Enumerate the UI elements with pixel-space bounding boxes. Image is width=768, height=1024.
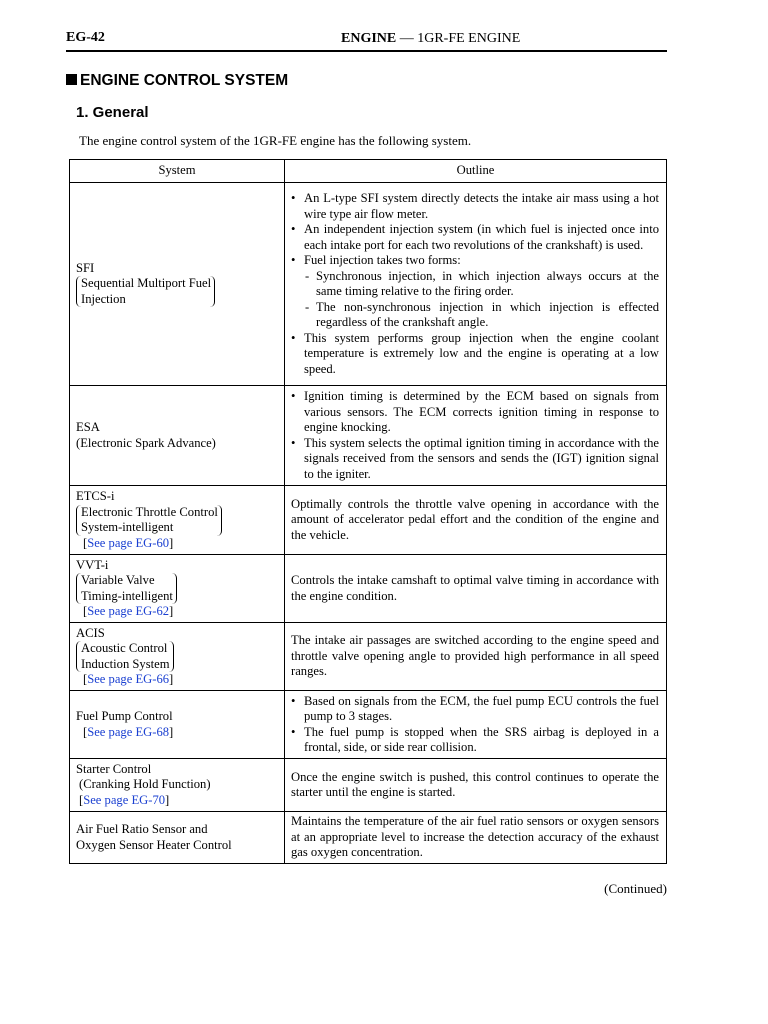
system-full-name bbox=[76, 641, 174, 672]
outline-cell bbox=[285, 183, 667, 386]
outline-bullet: • An independent injection system (in which fuel is injected once into each intake port for each two revolutions of the crankshaft) is used. bbox=[291, 222, 659, 253]
page-number: EG-42 bbox=[66, 30, 105, 45]
system-full-name-line: Injection bbox=[81, 291, 126, 306]
table-row bbox=[70, 183, 667, 386]
outline-bullet: • This system selects the optimal ignition timing in accordance with the signals received from the sensors and sends the (IGT) ignition signal to the igniter. bbox=[291, 436, 659, 483]
system-full-name bbox=[76, 276, 215, 307]
outline-cell bbox=[285, 691, 667, 759]
system-name: ACIS bbox=[76, 625, 105, 640]
column-header-outline: Outline bbox=[285, 160, 667, 183]
outline-cell: Optimally controls the throttle valve opening in accordance with the amount of accelerator pedal effort and the condition of the engine and the vehicle. bbox=[285, 486, 667, 555]
see-page-link[interactable]: [See page EG-66] bbox=[83, 672, 174, 686]
running-title-subsection: 1GR-FE ENGINE bbox=[417, 31, 521, 46]
system-name: SFI bbox=[76, 260, 95, 275]
table-row bbox=[70, 691, 667, 759]
see-page-link[interactable]: [See page EG-60] bbox=[83, 535, 174, 550]
system-full-name-line: System-intelligent bbox=[81, 520, 174, 534]
system-cell bbox=[70, 555, 285, 623]
system-name: VVT-i bbox=[76, 557, 109, 572]
system-cell bbox=[70, 386, 285, 486]
system-full-name-line: Induction System bbox=[81, 656, 170, 671]
system-name: Fuel Pump Control bbox=[76, 709, 173, 723]
outline-bullet: • Based on signals from the ECM, the fuel pump ECU controls the fuel pump to 3 stages. bbox=[291, 694, 659, 725]
system-full-name-line: Timing-intelligent bbox=[81, 588, 173, 603]
outline-sub-item: - The non-synchronous injection in which injection is effected regardless of the crankshaft angle. bbox=[304, 300, 659, 331]
see-page-link-text[interactable]: See page EG-66 bbox=[87, 672, 170, 686]
system-full-name-line: Variable Valve bbox=[81, 573, 155, 587]
outline-bullet: • Ignition timing is determined by the ECM based on signals from various sensors. The ECM corrects ignition timing in response to engine knocking. bbox=[291, 389, 659, 436]
outline-sub-item: - Synchronous injection, in which injection always occurs at the same timing relative to the firing order. bbox=[304, 269, 659, 300]
section-title-text: ENGINE CONTROL SYSTEM bbox=[80, 72, 289, 89]
outline-cell: Maintains the temperature of the air fuel ratio sensors or oxygen sensors at an appropriate level to increase the detection accuracy of the exhaust gas oxygen concentration. bbox=[285, 812, 667, 864]
system-name: ETCS-i bbox=[76, 489, 115, 503]
system-full-name-line: Electronic Throttle Control bbox=[81, 504, 218, 519]
system-full-name bbox=[76, 573, 177, 604]
intro-paragraph: The engine control system of the 1GR-FE engine has the following system. bbox=[79, 133, 472, 148]
outline-bullet-text: Fuel injection takes two forms: bbox=[304, 253, 461, 267]
system-cell bbox=[70, 759, 285, 812]
see-page-link-text[interactable]: See page EG-70 bbox=[83, 792, 166, 807]
outline-bullet: • An L-type SFI system directly detects the intake air mass using a hot wire type air flow meter. bbox=[291, 191, 659, 222]
outline-bullet-list bbox=[291, 694, 659, 756]
system-name: Air Fuel Ratio Sensor and bbox=[76, 822, 208, 836]
see-page-link[interactable]: [See page EG-70] bbox=[79, 792, 170, 807]
running-title-section: ENGINE bbox=[341, 31, 397, 46]
column-header-system: System bbox=[70, 160, 285, 183]
see-page-link-text[interactable]: See page EG-60 bbox=[87, 535, 170, 550]
table-row bbox=[70, 812, 667, 864]
table-row bbox=[70, 623, 667, 691]
system-cell bbox=[70, 183, 285, 386]
system-full-name bbox=[76, 505, 222, 536]
system-name-line2: Oxygen Sensor Heater Control bbox=[76, 837, 232, 852]
table-header-row bbox=[70, 160, 667, 183]
system-cell bbox=[70, 486, 285, 555]
see-page-link-text[interactable]: See page EG-62 bbox=[87, 604, 170, 618]
system-cell bbox=[70, 691, 285, 759]
outline-cell: Controls the intake camshaft to optimal valve timing in accordance with the engine condition. bbox=[285, 555, 667, 623]
see-page-link-text[interactable]: See page EG-68 bbox=[87, 724, 170, 739]
table-row bbox=[70, 486, 667, 555]
system-cell bbox=[70, 623, 285, 691]
system-name: ESA bbox=[76, 420, 100, 434]
outline-cell: The intake air passages are switched according to the engine speed and throttle valve opening angle to provided high performance in all speed ranges. bbox=[285, 623, 667, 691]
system-full-name-line: Acoustic Control bbox=[81, 641, 168, 655]
outline-bullet bbox=[291, 253, 659, 331]
outline-cell: Once the engine switch is pushed, this control continues to operate the starter until the engine is started. bbox=[285, 759, 667, 812]
subsection-title: 1. General bbox=[76, 104, 149, 121]
outline-sub-list bbox=[304, 269, 659, 331]
system-full-name: (Electronic Spark Advance) bbox=[76, 435, 216, 450]
system-name: Starter Control bbox=[76, 761, 152, 776]
table-row bbox=[70, 386, 667, 486]
outline-bullet-list bbox=[291, 389, 659, 482]
table-row bbox=[70, 555, 667, 623]
outline-bullet-list bbox=[291, 191, 659, 377]
system-full-name: (Cranking Hold Function) bbox=[79, 777, 211, 792]
running-title-separator: — bbox=[399, 31, 414, 46]
running-title bbox=[341, 31, 520, 47]
see-page-link[interactable]: [See page EG-68] bbox=[83, 724, 174, 739]
continued-note: (Continued) bbox=[604, 881, 667, 896]
engine-control-system-table bbox=[69, 159, 667, 864]
table-row bbox=[70, 759, 667, 812]
square-bullet-icon bbox=[66, 74, 77, 85]
system-full-name-line: Sequential Multiport Fuel bbox=[81, 276, 212, 291]
section-title bbox=[66, 72, 288, 90]
see-page-link[interactable]: [See page EG-62] bbox=[83, 604, 174, 618]
outline-bullet: • This system performs group injection when the engine coolant temperature is extremely low and the engine is operating at a low speed. bbox=[291, 331, 659, 378]
system-cell bbox=[70, 812, 285, 864]
page-header bbox=[66, 28, 667, 52]
outline-bullet: • The fuel pump is stopped when the SRS airbag is deployed in a frontal, side, or side rear collision. bbox=[291, 725, 659, 756]
outline-cell bbox=[285, 386, 667, 486]
